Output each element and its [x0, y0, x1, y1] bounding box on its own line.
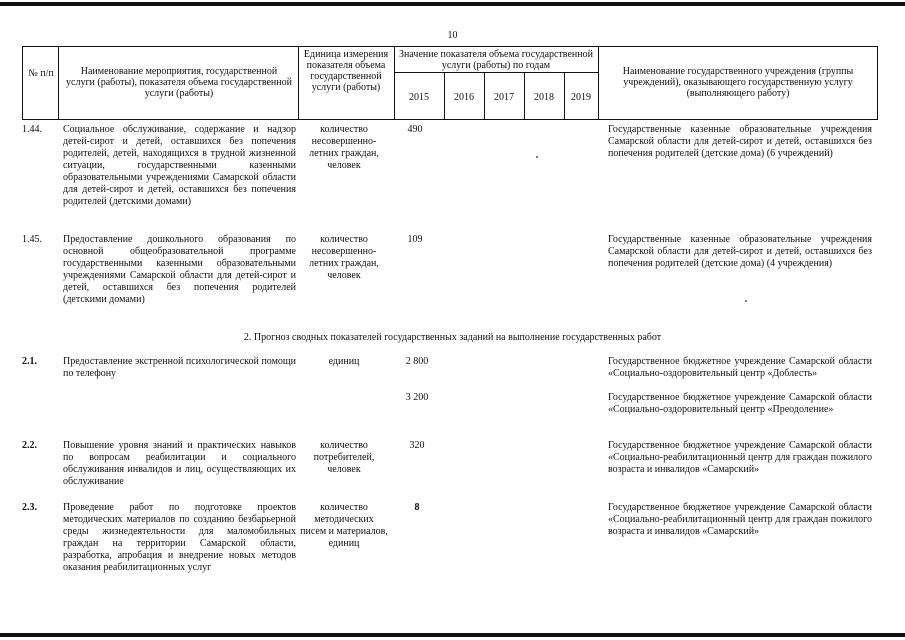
- top-border-line: [0, 2, 905, 6]
- page-number: 10: [447, 30, 458, 41]
- row-unit: количество методических писем и материалов, единиц: [300, 502, 388, 549]
- scan-speck: [536, 156, 538, 158]
- row-unit: количество несовершенно-летних граждан, человек: [309, 234, 379, 281]
- row-value: 3 200: [405, 392, 429, 403]
- row-name: Повышение уровня знаний и практических навыков по вопросам реабилитации и социального обслуживания инвалидов и лиц, осуществляющих их обслуживание: [63, 440, 296, 487]
- row-value: 8: [414, 502, 420, 513]
- header-year: 2015: [409, 92, 429, 103]
- row-value: 109: [407, 234, 423, 245]
- header-divider: [22, 46, 23, 120]
- scan-speck: [745, 300, 747, 302]
- header-year: 2019: [571, 92, 591, 103]
- row-number: 2.1.: [22, 356, 37, 367]
- header-unit: Единица измерения показателя объема государственной услуги (работы): [303, 49, 389, 93]
- row-value: 2 800: [405, 356, 429, 367]
- row-institution: Государственные казенные образовательные учреждения Самарской области для детей-сирот и детей, оставшихся без попечения родителей (детские дома) (4 учреждения): [608, 234, 872, 269]
- row-number: 1.45.: [22, 234, 42, 245]
- row-institution: Государственные казенные образовательные учреждения Самарской области для детей-сирот и детей, оставшихся без попечения родителей (детские дома) (6 учреждений): [608, 124, 872, 159]
- section-title: 2. Прогноз сводных показателей государственных заданий на выполнение государственных работ: [243, 332, 662, 343]
- header-institution: Наименование государственного учреждения (группы учреждений), оказывающего государственную услугу (выполняющего работу): [622, 66, 854, 99]
- header-year: 2018: [534, 92, 554, 103]
- row-unit: единиц: [328, 356, 360, 367]
- row-name: Проведение работ по подготовке проектов методических материалов по созданию безбарьерной среды жизнедеятельности для маломобильных граждан на территории Самарской области, разработка, апробация и внедрение новых методов оказания реабилитационных услуг: [63, 502, 296, 573]
- row-value: 320: [409, 440, 425, 451]
- row-number: 2.3.: [22, 502, 37, 513]
- row-name: Предоставление дошкольного образования по основной общеобразовательной программе государственными казенными образовательными учреждениями Самарской области для детей-сирот и детей, оставшихся без попечения родителей (детскими домами): [63, 234, 296, 305]
- row-institution: Государственное бюджетное учреждение Самарской области «Социально-оздоровительный центр «Доблесть»: [608, 356, 872, 379]
- row-institution: Государственное бюджетное учреждение Самарской области «Социально-оздоровительный центр «Преодоление»: [608, 392, 872, 415]
- header-divider: [877, 46, 878, 120]
- row-name: Социальное обслуживание, содержание и надзор детей-сирот и детей, оставшихся без попечения родителей, детей, находящихся в трудной жизненной ситуации, государственными казенными образовательными учреждениями Самарской области для детей-сирот и детей, оставшихся без попечения родителей (детскими домами): [63, 124, 296, 207]
- table-header: [22, 46, 878, 120]
- header-year: 2016: [454, 92, 474, 103]
- header-top-rule: [22, 46, 878, 47]
- row-institution: Государственное бюджетное учреждение Самарской области «Социально-реабилитационный центр для граждан пожилого возраста и инвалидов «Самарский»: [608, 502, 872, 537]
- header-bottom-rule: [22, 119, 878, 120]
- header-years-rule: [394, 72, 598, 73]
- header-year: 2017: [494, 92, 514, 103]
- row-number: 2.2.: [22, 440, 37, 451]
- bottom-border-line: [0, 633, 905, 637]
- header-values-title: Значение показателя объема государственной услуги (работы) по годам: [399, 49, 593, 71]
- header-divider: [58, 46, 59, 120]
- row-value: 490: [407, 124, 423, 135]
- header-divider: [298, 46, 299, 120]
- header-name: Наименование мероприятия, государственной услуги (работы), показателя объема государственной услуги (работы): [66, 66, 292, 99]
- row-unit: количество потребителей, человек: [313, 440, 375, 475]
- header-divider: [394, 46, 395, 120]
- header-divider: [598, 46, 599, 120]
- row-name: Предоставление экстренной психологической помощи по телефону: [63, 356, 296, 379]
- row-institution: Государственное бюджетное учреждение Самарской области «Социально-реабилитационный центр для граждан пожилого возраста и инвалидов «Самарский»: [608, 440, 872, 475]
- row-unit: количество несовершенно-летних граждан, человек: [309, 124, 379, 171]
- header-num: № п/п: [28, 68, 54, 79]
- row-number: 1.44.: [22, 124, 42, 135]
